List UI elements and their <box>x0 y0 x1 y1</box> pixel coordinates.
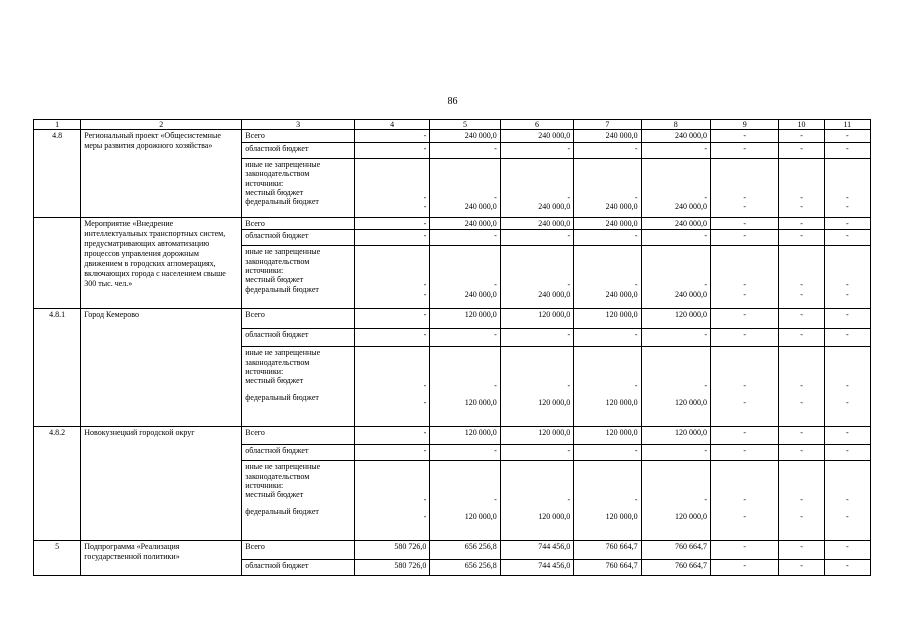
total-value: 760 664,7 <box>574 541 641 560</box>
federal-value: - <box>845 289 849 299</box>
local-federal-cell <box>641 246 710 309</box>
federal-value: - <box>845 202 849 212</box>
total-value: 240 000,0 <box>500 130 573 142</box>
regional-value: - <box>641 329 710 347</box>
column-number: 2 <box>81 120 242 130</box>
federal-value: - <box>423 202 427 212</box>
federal-value: - <box>845 397 849 407</box>
federal-value: 120 000,0 <box>674 397 707 407</box>
regional-value: - <box>354 329 429 347</box>
regional-value: - <box>574 329 641 347</box>
local-value: - <box>704 192 707 202</box>
total-value: 240 000,0 <box>574 217 641 229</box>
regional-value: - <box>354 230 429 246</box>
regional-value: - <box>430 142 500 158</box>
source-total-label: Всего <box>242 427 355 445</box>
local-value: - <box>634 280 638 290</box>
source-federal-label: федеральный бюджет <box>245 506 319 516</box>
local-federal-cell <box>824 158 870 217</box>
total-value: 120 000,0 <box>500 427 573 445</box>
federal-value: 240 000,0 <box>605 289 638 299</box>
program-name: Региональный проект «Общесистемные меры развития дорожного хозяйства» <box>81 130 242 217</box>
total-value: 120 000,0 <box>430 427 500 445</box>
column-number: 1 <box>34 120 81 130</box>
source-other-cell <box>242 347 355 427</box>
local-federal-cell <box>710 158 778 217</box>
source-other-label: законодательством <box>245 471 310 481</box>
total-value: 240 000,0 <box>430 130 500 142</box>
federal-value: 120 000,0 <box>538 397 571 407</box>
federal-value: - <box>423 289 427 299</box>
local-federal-cell <box>710 347 778 427</box>
local-federal-cell <box>500 461 573 541</box>
source-local-label: местный бюджет <box>245 275 304 285</box>
local-value: - <box>800 495 803 505</box>
column-number: 4 <box>354 120 429 130</box>
regional-value: - <box>500 142 573 158</box>
local-value: - <box>845 192 849 202</box>
source-other-cell <box>242 246 355 309</box>
total-value: - <box>779 541 824 560</box>
column-number: 8 <box>641 120 710 130</box>
local-value: - <box>743 192 747 202</box>
program-code: 4.8.2 <box>34 427 81 541</box>
column-number: 10 <box>779 120 824 130</box>
local-federal-cell <box>430 461 500 541</box>
source-other-cell <box>242 461 355 541</box>
total-value: - <box>710 130 778 142</box>
local-federal-cell <box>574 158 641 217</box>
local-federal-cell <box>574 347 641 427</box>
regional-value: - <box>779 329 824 347</box>
total-value: - <box>779 217 824 229</box>
source-local-label: местный бюджет <box>245 188 304 198</box>
total-value: - <box>779 130 824 142</box>
regional-value: - <box>500 445 573 461</box>
regional-value: - <box>430 329 500 347</box>
total-value: - <box>354 309 429 329</box>
total-value: - <box>824 217 870 229</box>
regional-value: - <box>710 329 778 347</box>
total-value: 656 256,8 <box>430 541 500 560</box>
local-value: - <box>567 495 571 505</box>
total-value: - <box>824 130 870 142</box>
source-total-label: Всего <box>242 130 355 142</box>
total-value: 120 000,0 <box>574 309 641 329</box>
total-value: 240 000,0 <box>641 217 710 229</box>
regional-value: 656 256,8 <box>430 560 500 576</box>
federal-value: 240 000,0 <box>464 202 497 212</box>
regional-value: - <box>710 445 778 461</box>
source-federal-label: федеральный бюджет <box>245 197 319 207</box>
local-federal-cell <box>779 246 824 309</box>
federal-value: - <box>800 397 803 407</box>
source-other-label: иные не запрещенные <box>245 462 321 472</box>
local-value: - <box>494 192 497 202</box>
local-value: - <box>845 280 849 290</box>
regional-value: - <box>824 230 870 246</box>
local-federal-cell <box>824 347 870 427</box>
source-regional-label: областной бюджет <box>242 445 355 461</box>
local-federal-cell <box>824 461 870 541</box>
local-federal-cell <box>710 246 778 309</box>
federal-value: 120 000,0 <box>605 511 638 521</box>
total-value: 120 000,0 <box>641 309 710 329</box>
total-value: 120 000,0 <box>574 427 641 445</box>
total-value: 240 000,0 <box>500 217 573 229</box>
local-value: - <box>634 495 638 505</box>
column-number: 9 <box>710 120 778 130</box>
federal-value: 120 000,0 <box>674 511 707 521</box>
column-number: 5 <box>430 120 500 130</box>
program-name: Новокузнецкий городской округ <box>81 427 242 541</box>
local-value: - <box>494 495 497 505</box>
federal-value: - <box>800 289 803 299</box>
federal-value: - <box>845 511 849 521</box>
regional-value: - <box>500 329 573 347</box>
local-federal-cell <box>354 158 429 217</box>
local-federal-cell <box>641 461 710 541</box>
local-value: - <box>567 192 571 202</box>
federal-value: - <box>743 397 747 407</box>
source-federal-label: федеральный бюджет <box>245 392 319 402</box>
regional-value: 760 664,7 <box>574 560 641 576</box>
federal-value: 120 000,0 <box>605 397 638 407</box>
total-value: - <box>710 541 778 560</box>
source-other-label: иные не запрещенные <box>245 247 321 257</box>
local-federal-cell <box>354 461 429 541</box>
budget-table <box>33 119 871 576</box>
total-value: - <box>710 427 778 445</box>
regional-value: - <box>430 445 500 461</box>
program-code: 4.8.1 <box>34 309 81 427</box>
regional-value: - <box>430 230 500 246</box>
column-number: 6 <box>500 120 573 130</box>
local-value: - <box>494 381 497 391</box>
local-federal-cell <box>500 246 573 309</box>
regional-value: - <box>641 230 710 246</box>
total-value: - <box>710 309 778 329</box>
source-other-label: источники: <box>245 481 284 491</box>
regional-value: - <box>824 560 870 576</box>
local-value: - <box>743 280 747 290</box>
source-regional-label: областной бюджет <box>242 230 355 246</box>
local-federal-cell <box>641 347 710 427</box>
total-value: - <box>824 309 870 329</box>
local-federal-cell <box>430 246 500 309</box>
local-federal-cell <box>710 461 778 541</box>
federal-value: - <box>800 511 803 521</box>
local-federal-cell <box>430 347 500 427</box>
source-total-label: Всего <box>242 217 355 229</box>
column-number: 7 <box>574 120 641 130</box>
federal-value: - <box>743 289 747 299</box>
local-federal-cell <box>779 158 824 217</box>
local-value: - <box>423 495 427 505</box>
total-value: 744 456,0 <box>500 541 573 560</box>
local-value: - <box>634 192 638 202</box>
regional-value: - <box>710 230 778 246</box>
local-value: - <box>800 192 803 202</box>
source-local-label: местный бюджет <box>245 490 304 500</box>
local-value: - <box>567 280 571 290</box>
local-value: - <box>423 381 427 391</box>
total-value: - <box>824 541 870 560</box>
source-regional-label: областной бюджет <box>242 142 355 158</box>
local-federal-cell <box>500 347 573 427</box>
total-value: 120 000,0 <box>430 309 500 329</box>
program-row <box>34 217 871 229</box>
total-value: 240 000,0 <box>574 130 641 142</box>
local-federal-cell <box>779 461 824 541</box>
regional-value: - <box>574 445 641 461</box>
federal-value: - <box>800 202 803 212</box>
federal-value: 240 000,0 <box>464 289 497 299</box>
program-name: Мероприятие «Внедрение интеллектуальных транспортных систем, предусматривающих автоматизацию процессов управления дорожным движением в городских агломерациях, включающих города с населением свыше 300 тыс. чел.» <box>81 217 242 308</box>
total-value: 760 664,7 <box>641 541 710 560</box>
total-value: - <box>779 427 824 445</box>
local-federal-cell <box>500 158 573 217</box>
program-code: 4.8 <box>34 130 81 217</box>
regional-value: 744 456,0 <box>500 560 573 576</box>
local-value: - <box>743 381 747 391</box>
total-value: - <box>779 309 824 329</box>
local-federal-cell <box>574 246 641 309</box>
total-value: 120 000,0 <box>500 309 573 329</box>
regional-value: 580 726,0 <box>354 560 429 576</box>
program-row <box>34 427 871 445</box>
column-number: 3 <box>242 120 355 130</box>
source-total-label: Всего <box>242 541 355 560</box>
regional-value: - <box>641 142 710 158</box>
regional-value: - <box>779 560 824 576</box>
local-value: - <box>743 495 747 505</box>
program-name: Город Кемерово <box>81 309 242 427</box>
local-value: - <box>704 280 707 290</box>
total-value: - <box>354 427 429 445</box>
regional-value: - <box>779 230 824 246</box>
regional-value: - <box>710 560 778 576</box>
local-federal-cell <box>574 461 641 541</box>
regional-value: - <box>710 142 778 158</box>
local-value: - <box>634 381 638 391</box>
federal-value: 240 000,0 <box>674 289 707 299</box>
column-number-row <box>34 120 871 130</box>
regional-value: - <box>824 142 870 158</box>
regional-value: - <box>779 142 824 158</box>
federal-value: 120 000,0 <box>538 511 571 521</box>
regional-value: 760 664,7 <box>641 560 710 576</box>
source-other-label: источники: <box>245 178 284 188</box>
local-federal-cell <box>354 246 429 309</box>
total-value: 240 000,0 <box>430 217 500 229</box>
program-row <box>34 130 871 142</box>
regional-value: - <box>574 142 641 158</box>
source-other-label: законодательством <box>245 357 310 367</box>
federal-value: 240 000,0 <box>674 202 707 212</box>
program-code <box>34 217 81 308</box>
total-value: 120 000,0 <box>641 427 710 445</box>
local-value: - <box>845 381 849 391</box>
regional-value: - <box>824 329 870 347</box>
source-federal-label: федеральный бюджет <box>245 284 319 294</box>
local-value: - <box>845 495 849 505</box>
total-value: - <box>824 427 870 445</box>
total-value: - <box>354 217 429 229</box>
local-value: - <box>567 381 571 391</box>
total-value: 580 726,0 <box>354 541 429 560</box>
local-value: - <box>494 280 497 290</box>
federal-value: 120 000,0 <box>464 511 497 521</box>
program-row <box>34 309 871 329</box>
local-value: - <box>704 381 707 391</box>
program-row <box>34 541 871 560</box>
page-number: 86 <box>447 96 458 107</box>
regional-value: - <box>574 230 641 246</box>
local-federal-cell <box>779 347 824 427</box>
local-value: - <box>423 280 427 290</box>
regional-value: - <box>779 445 824 461</box>
local-federal-cell <box>641 158 710 217</box>
source-regional-label: областной бюджет <box>242 329 355 347</box>
source-other-label: законодательством <box>245 256 310 266</box>
source-other-label: источники: <box>245 367 284 377</box>
source-other-label: законодательством <box>245 169 310 179</box>
regional-value: - <box>354 445 429 461</box>
local-value: - <box>800 280 803 290</box>
regional-value: - <box>824 445 870 461</box>
federal-value: 120 000,0 <box>464 397 497 407</box>
federal-value: 240 000,0 <box>605 202 638 212</box>
local-value: - <box>423 192 427 202</box>
federal-value: - <box>423 397 427 407</box>
total-value: - <box>354 130 429 142</box>
local-value: - <box>800 381 803 391</box>
local-federal-cell <box>430 158 500 217</box>
regional-value: - <box>641 445 710 461</box>
program-name: Подпрограмма «Реализация государственной политики» <box>81 541 242 576</box>
column-number: 11 <box>824 120 870 130</box>
local-value: - <box>704 495 707 505</box>
source-other-label: иные не запрещенные <box>245 159 321 169</box>
local-federal-cell <box>354 347 429 427</box>
federal-value: - <box>743 511 747 521</box>
source-regional-label: областной бюджет <box>242 560 355 576</box>
federal-value: - <box>423 511 427 521</box>
total-value: - <box>710 217 778 229</box>
source-total-label: Всего <box>242 309 355 329</box>
federal-value: 240 000,0 <box>538 289 571 299</box>
program-code: 5 <box>34 541 81 576</box>
source-other-label: источники: <box>245 266 284 276</box>
source-other-label: иные не запрещенные <box>245 348 321 358</box>
regional-value: - <box>354 142 429 158</box>
federal-value: 240 000,0 <box>538 202 571 212</box>
total-value: 240 000,0 <box>641 130 710 142</box>
local-federal-cell <box>824 246 870 309</box>
source-local-label: местный бюджет <box>245 376 304 386</box>
source-other-cell <box>242 158 355 217</box>
federal-value: - <box>743 202 747 212</box>
regional-value: - <box>500 230 573 246</box>
